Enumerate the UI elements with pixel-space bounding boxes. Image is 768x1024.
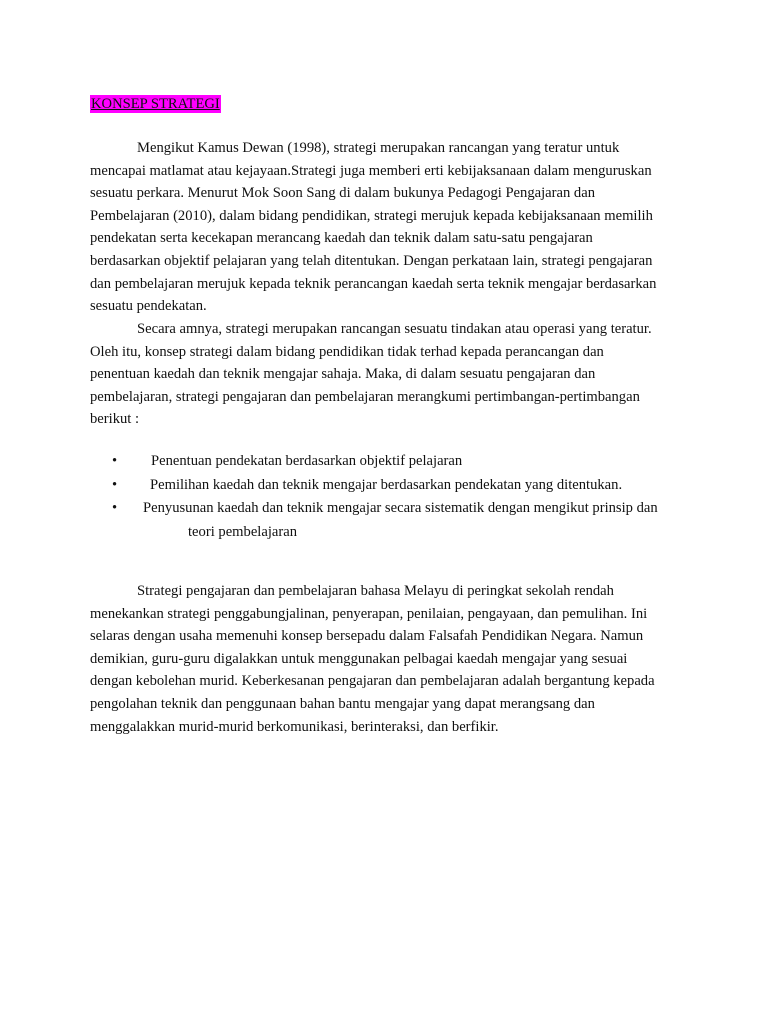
paragraph-line: selaras dengan usaha memenuhi konsep bersepadu dalam Falsafah Pendidikan Negara. Namun	[90, 628, 644, 645]
paragraph-line: pembelajaran, strategi pengajaran dan pembelajaran merangkumi pertimbangan-pertimbangan	[90, 388, 640, 405]
paragraph-definition	[90, 137, 690, 318]
paragraph-line: penentuan kaedah dan teknik mengajar sahaja. Maka, di dalam sesuatu pengajaran dan	[90, 366, 596, 383]
paragraph-line: demikian, guru-guru digalakkan untuk menggunakan pelbagai kaedah mengajar yang sesuai	[90, 650, 628, 667]
consideration-list	[90, 450, 690, 544]
list-item	[90, 450, 690, 474]
paragraph-line: Oleh itu, konsep strategi dalam bidang pendidikan tidak terhad kepada perancangan dan	[90, 343, 604, 360]
paragraph-line: Mengikut Kamus Dewan (1998), strategi merupakan rancangan yang teratur untuk	[137, 140, 620, 156]
paragraph-line: menekankan strategi penggabungjalinan, penyerapan, penilaian, pengayaan, dan pemulihan. Ini	[90, 605, 648, 622]
paragraph-line: sesuatu perkara. Menurut Mok Soon Sang di dalam bukunya Pedagogi Pengajaran dan	[90, 185, 595, 202]
paragraph-general	[90, 318, 690, 431]
bullet-icon: •	[112, 476, 118, 493]
paragraph-line: mencapai matlamat atau kejayaan.Strategi juga memberi erti kebijaksanaan dalam menguruskan	[90, 162, 652, 179]
paragraph-line: sesuatu pendekatan.	[90, 298, 207, 315]
paragraph-malay-language	[90, 580, 690, 738]
paragraph-line: dengan kebolehan murid. Keberkesanan pengajaran dan pembelajaran adalah bergantung kepada	[90, 673, 655, 690]
list-item-text: Penyusunan kaedah dan teknik mengajar secara sistematik dengan mengikut prinsip dan	[143, 500, 658, 516]
paragraph-line: Strategi pengajaran dan pembelajaran bahasa Melayu di peringkat sekolah rendah	[137, 583, 614, 599]
section-heading: KONSEP STRATEGI	[91, 96, 220, 112]
paragraph-line: dan pembelajaran merujuk kepada teknik perancangan kaedah serta teknik mengajar berdasarkan	[90, 275, 657, 292]
paragraph-line: berdasarkan objektif pelajaran yang telah ditentukan. Dengan perkataan lain, strategi pengajaran	[90, 252, 653, 269]
bullet-icon: •	[112, 500, 118, 516]
paragraph-line: berikut :	[90, 411, 140, 428]
list-item-text-continued: teori pembelajaran	[188, 523, 297, 540]
paragraph-line: pengolahan teknik dan penggunaan bahan bantu mengajar yang dapat merangsang dan	[90, 695, 595, 712]
list-item-text: Penentuan pendekatan berdasarkan objektif pelajaran	[151, 453, 463, 469]
paragraph-line: pendekatan serta kecekapan merancang kaedah dan teknik dalam satu-satu pengajaran	[90, 230, 593, 247]
bullet-icon: •	[112, 453, 118, 469]
list-item	[90, 497, 690, 544]
paragraph-line: Pembelajaran (2010), dalam bidang pendidikan, strategi merujuk kepada kebijaksanaan memilih	[90, 207, 653, 224]
paragraph-line: Secara amnya, strategi merupakan rancangan sesuatu tindakan atau operasi yang teratur.	[137, 321, 652, 337]
list-item-text: Pemilihan kaedah dan teknik mengajar berdasarkan pendekatan yang ditentukan.	[150, 476, 623, 493]
paragraph-line: menggalakkan murid-murid berkomunikasi, berinteraksi, dan berfikir.	[90, 718, 499, 735]
list-item	[90, 474, 690, 498]
